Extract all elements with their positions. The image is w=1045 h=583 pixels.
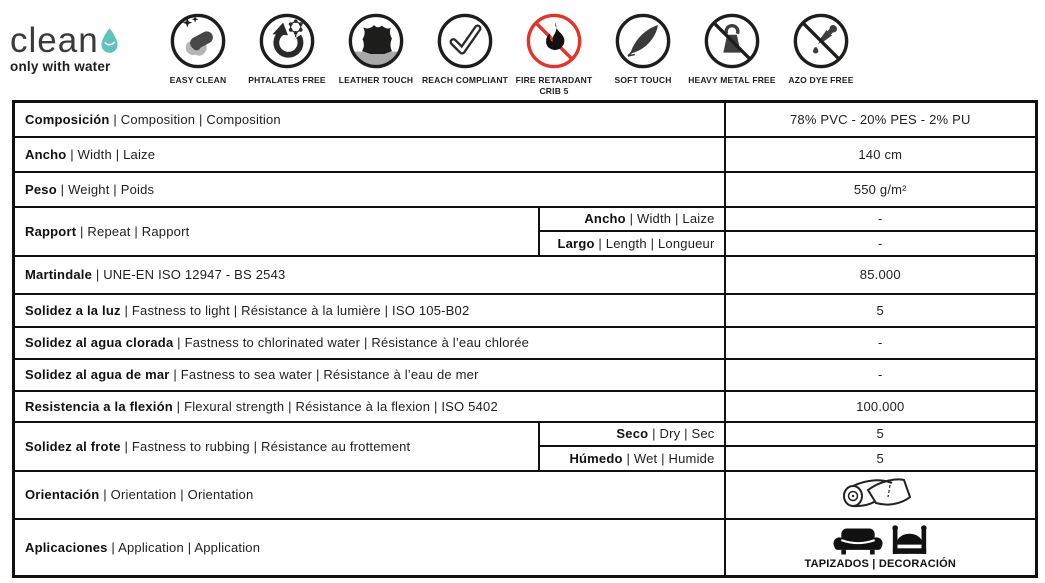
no-dye-dropper-icon: [792, 12, 850, 70]
label-es: Martindale: [25, 267, 93, 282]
spec-label-frote: [14, 422, 539, 471]
spec-value-flexion: 100.000: [725, 391, 1037, 422]
spec-value-martindale: 85.000: [725, 256, 1037, 294]
badge-soft-touch: [614, 12, 672, 96]
spec-row-solidez-luz: [14, 294, 1037, 327]
spec-label-martindale: [14, 256, 725, 294]
spec-label-flexion: [14, 391, 725, 422]
spec-row-flexion: [14, 391, 1037, 422]
badge-label: SOFT TOUCH: [614, 75, 672, 85]
spec-table: [12, 100, 1038, 578]
spec-sublabel-frote-seco: [539, 422, 725, 446]
spec-label-solidez-clorada: [14, 327, 725, 359]
label-translations: | Fastness to rubbing | Résistance au frottement: [120, 438, 411, 454]
label-es: Solidez a la luz: [25, 302, 121, 318]
spec-value-rapport-largo: -: [725, 231, 1037, 256]
label-translations: | Width | Laize: [66, 146, 156, 162]
spec-value-composicion: 78% PVC - 20% PES - 2% PU: [725, 102, 1037, 137]
spec-sublabel-rapport-largo: [539, 231, 725, 256]
badge-fire-retardant: [515, 12, 593, 96]
badge-easy-clean: [169, 12, 227, 96]
badge-phtalates-free: [248, 12, 326, 96]
label-translations: | Application | Application: [107, 539, 261, 555]
fabric-roll-icon: [838, 473, 922, 513]
badge-leather-touch: [338, 12, 414, 96]
sublabel-es: Ancho: [584, 211, 626, 226]
no-flame-icon: [525, 12, 583, 70]
spec-sublabel-frote-humedo: [539, 446, 725, 471]
applications-caption: TAPIZADOS | DECORACIÓN: [804, 558, 957, 571]
spec-label-rapport: [14, 207, 539, 256]
sublabel-translations: | Length | Longueur: [594, 235, 715, 251]
badge-label: HEAVY METAL FREE: [688, 75, 776, 85]
label-es: Solidez al frote: [25, 438, 121, 454]
spec-row-martindale: [14, 256, 1037, 294]
label-es: Solidez al agua clorada: [25, 335, 174, 350]
label-translations: | Fastness to light | Résistance à la lumière | ISO 105-B02: [120, 302, 470, 318]
no-weight-icon: [703, 12, 761, 70]
sublabel-es: Largo: [557, 235, 595, 251]
spec-label-composicion: [14, 102, 725, 137]
spec-row-solidez-mar: [14, 359, 1037, 391]
spec-value-peso: 550 g/m²: [725, 172, 1037, 207]
brand-tagline: only with water: [10, 58, 111, 74]
bed-icon: [891, 524, 928, 556]
double-checkmark-icon: [436, 12, 494, 70]
spec-value-ancho: 140 cm: [725, 137, 1037, 172]
spec-row-composicion: [14, 102, 1037, 137]
molecule-recycle-icon: [258, 12, 316, 70]
badge-label: EASY CLEAN: [169, 75, 227, 85]
label-translations: | Weight | Poids: [56, 181, 155, 197]
spec-value-solidez-luz: 5: [725, 294, 1037, 327]
label-es: Orientación: [25, 487, 100, 502]
brand-logo: [10, 21, 152, 74]
spec-label-solidez-luz: [14, 294, 725, 327]
label-es: Peso: [25, 181, 57, 197]
spec-sublabel-rapport-ancho: [539, 207, 725, 231]
label-es: Solidez al agua de mar: [25, 367, 170, 382]
spec-label-solidez-mar: [14, 359, 725, 391]
spec-value-solidez-clorada: -: [725, 327, 1037, 359]
spec-value-aplicaciones: [725, 519, 1037, 577]
water-drop-icon: [100, 28, 119, 54]
spec-label-orientacion: [14, 471, 725, 519]
spec-value-orientacion: [725, 471, 1037, 519]
spec-value-frote-humedo: 5: [725, 446, 1037, 471]
badge-label-line1: FIRE RETARDANT: [515, 75, 593, 85]
spec-row-ancho: [14, 137, 1037, 172]
sublabel-translations: | Wet | Humide: [622, 450, 715, 466]
label-es: Resistencia a la flexión: [25, 398, 173, 414]
label-es: Composición: [25, 111, 110, 127]
spec-row-orientacion: [14, 471, 1037, 519]
leather-hide-icon: [347, 12, 405, 70]
spec-value-solidez-mar: -: [725, 359, 1037, 391]
sublabel-es: Seco: [616, 426, 649, 441]
badge-reach-compliant: [421, 12, 509, 96]
sublabel-es: Húmedo: [569, 450, 623, 466]
spec-row-aplicaciones: [14, 519, 1037, 577]
spec-row-peso: [14, 172, 1037, 207]
label-es: Aplicaciones: [25, 539, 108, 555]
spec-row-frote-seco: [14, 422, 1037, 446]
badge-label: PHTALATES FREE: [248, 75, 326, 85]
sublabel-translations: | Dry | Sec: [648, 426, 715, 441]
sublabel-translations: | Width | Laize: [625, 211, 715, 226]
label-translations: | Composition | Composition: [109, 111, 281, 127]
badge-heavy-metal-free: [688, 12, 776, 96]
spec-label-aplicaciones: [14, 519, 725, 577]
certification-badges: [169, 12, 854, 96]
hand-wipe-icon: [169, 12, 227, 70]
spec-label-peso: [14, 172, 725, 207]
label-translations: | Flexural strength | Résistance à la flexion | ISO 5402: [172, 398, 498, 414]
header: [0, 0, 1045, 100]
label-translations: | Fastness to chlorinated water | Résistance à l’eau chlorée: [173, 335, 530, 350]
badge-label: LEATHER TOUCH: [338, 75, 414, 85]
spec-value-rapport-ancho: -: [725, 207, 1037, 231]
badge-azo-dye-free: [788, 12, 854, 96]
label-es: Rapport: [25, 223, 77, 239]
feather-icon: [614, 12, 672, 70]
label-es: Ancho: [25, 146, 67, 162]
spec-value-frote-seco: 5: [725, 422, 1037, 446]
label-translations: | Fastness to sea water | Résistance à l’eau de mer: [169, 367, 479, 382]
sofa-icon: [833, 527, 883, 556]
badge-label-line2: CRIB 5: [539, 85, 569, 96]
label-translations: | Repeat | Rapport: [76, 223, 190, 239]
badge-label: AZO DYE FREE: [788, 75, 854, 85]
label-translations: | Orientation | Orientation: [99, 487, 254, 502]
badge-label: REACH COMPLIANT: [421, 75, 509, 85]
brand-name: clean: [10, 21, 99, 60]
label-translations: | UNE-EN ISO 12947 - BS 2543: [92, 267, 286, 282]
spec-label-ancho: [14, 137, 725, 172]
spec-row-solidez-clorada: [14, 327, 1037, 359]
spec-row-rapport-ancho: [14, 207, 1037, 231]
badge-label: [516, 75, 593, 96]
